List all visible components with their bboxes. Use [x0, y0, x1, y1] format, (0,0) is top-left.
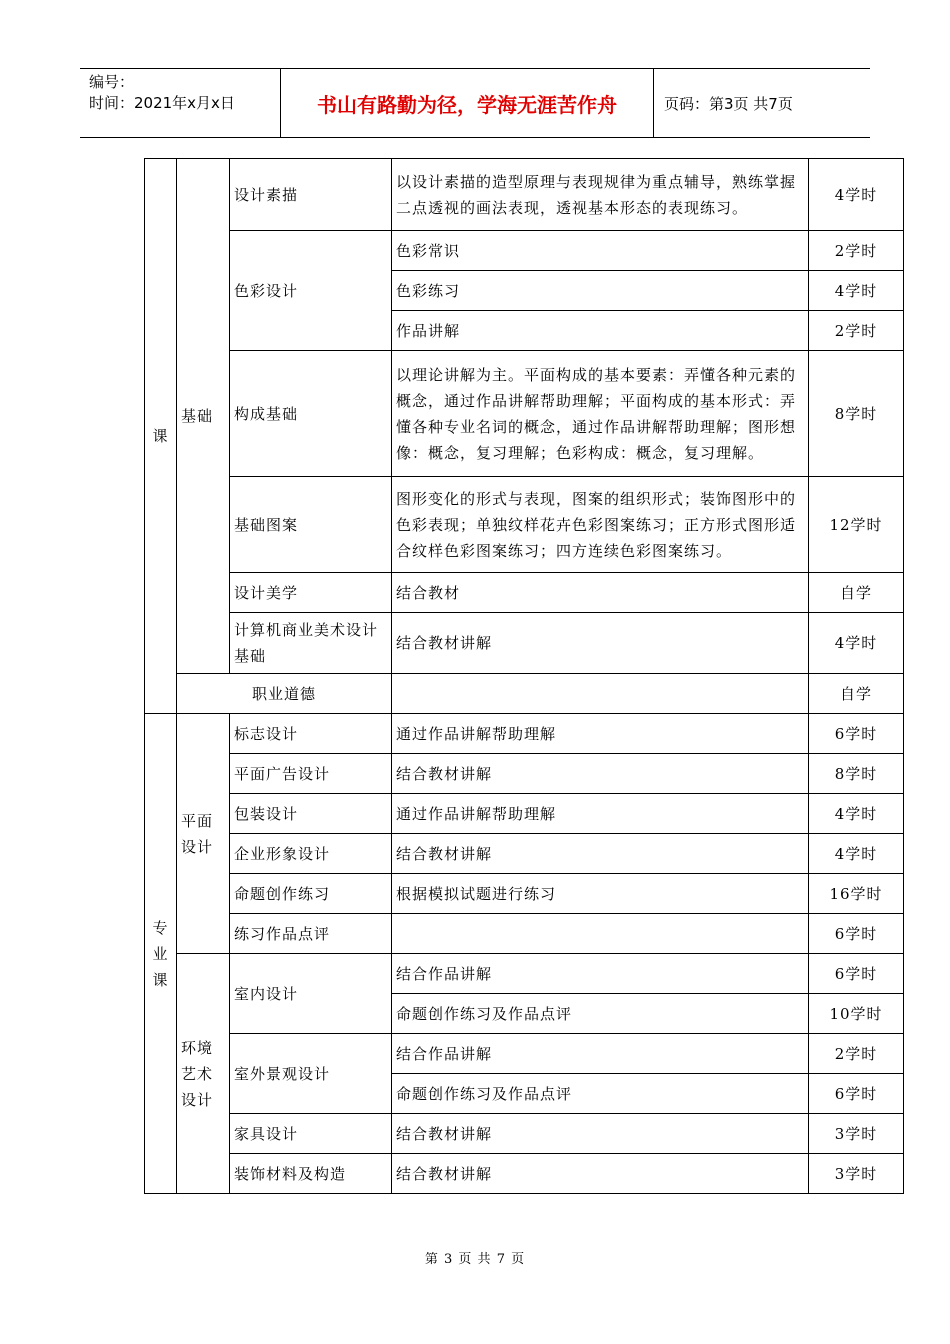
course-hours: 4学时 — [809, 613, 904, 674]
course-description — [392, 674, 809, 714]
course-name: 标志设计 — [230, 714, 392, 754]
course-hours: 8学时 — [809, 754, 904, 794]
table-row — [145, 794, 904, 834]
course-description: 作品讲解 — [392, 311, 809, 351]
header-motto: 书山有路勤为径，学海无涯苦作舟 — [281, 69, 654, 137]
page-header — [80, 68, 870, 138]
course-description: 结合作品讲解 — [392, 1034, 809, 1074]
course-description: 图形变化的形式与表现，图案的组织形式；装饰图形中的色彩表现；单独纹样花卉色彩图案练习；正方形式图形适合纹样色彩图案练习；四方连续色彩图案练习。 — [392, 477, 809, 573]
document-time-label: 时间：2021年x月x日 — [89, 94, 235, 112]
course-name: 包装设计 — [230, 794, 392, 834]
table-row — [145, 1114, 904, 1154]
course-description: 结合教材讲解 — [392, 1154, 809, 1194]
course-schedule-table — [144, 158, 904, 1194]
table-row — [145, 477, 904, 573]
course-description: 结合教材讲解 — [392, 613, 809, 674]
table-row — [145, 1034, 904, 1074]
course-name: 练习作品点评 — [230, 914, 392, 954]
course-description: 根据模拟试题进行练习 — [392, 874, 809, 914]
course-name: 家具设计 — [230, 1114, 392, 1154]
table-row — [145, 914, 904, 954]
course-name: 色彩设计 — [230, 231, 392, 351]
table-row — [145, 834, 904, 874]
table-row — [145, 231, 904, 271]
course-name: 构成基础 — [230, 351, 392, 477]
course-hours: 6学时 — [809, 954, 904, 994]
course-description: 结合作品讲解 — [392, 954, 809, 994]
table-row — [145, 351, 904, 477]
document-number-label: 编号： — [89, 73, 135, 91]
course-description: 结合教材 — [392, 573, 809, 613]
course-hours: 2学时 — [809, 231, 904, 271]
course-name: 设计美学 — [230, 573, 392, 613]
course-hours: 自学 — [809, 674, 904, 714]
table-row — [145, 874, 904, 914]
course-description: 命题创作练习及作品点评 — [392, 1074, 809, 1114]
table-row — [145, 159, 904, 231]
course-hours: 6学时 — [809, 914, 904, 954]
course-hours: 4学时 — [809, 271, 904, 311]
course-description: 结合教材讲解 — [392, 1114, 809, 1154]
course-hours: 10学时 — [809, 994, 904, 1034]
course-name: 企业形象设计 — [230, 834, 392, 874]
course-name: 室外景观设计 — [230, 1034, 392, 1114]
group-graphic-cell: 平面设计 — [177, 714, 230, 954]
header-page-label: 页码：第3页 共7页 — [664, 94, 793, 113]
section-basic-cell: 课 — [145, 159, 177, 714]
table-row — [145, 613, 904, 674]
course-hours: 3学时 — [809, 1154, 904, 1194]
course-hours: 16学时 — [809, 874, 904, 914]
course-hours: 4学时 — [809, 834, 904, 874]
course-hours: 4学时 — [809, 159, 904, 231]
course-hours: 3学时 — [809, 1114, 904, 1154]
course-name: 装饰材料及构造 — [230, 1154, 392, 1194]
course-description: 色彩常识 — [392, 231, 809, 271]
course-hours: 8学时 — [809, 351, 904, 477]
table-row — [145, 954, 904, 994]
table-row — [145, 714, 904, 754]
table-row — [145, 573, 904, 613]
table-row — [145, 754, 904, 794]
course-hours: 12学时 — [809, 477, 904, 573]
course-description: 结合教材讲解 — [392, 754, 809, 794]
course-description: 以理论讲解为主。平面构成的基本要素：弄懂各种元素的概念，通过作品讲解帮助理解；平面构成的基本形式：弄懂各种专业名词的概念，通过作品讲解帮助理解；图形想像：概念，复习理解；色彩构成：概念，复习理解。 — [392, 351, 809, 477]
header-meta — [80, 69, 281, 137]
table-row — [145, 674, 904, 714]
course-description: 通过作品讲解帮助理解 — [392, 714, 809, 754]
course-hours: 2学时 — [809, 311, 904, 351]
course-name: 计算机商业美术设计基础 — [230, 613, 392, 674]
table-row — [145, 1154, 904, 1194]
course-description: 结合教材讲解 — [392, 834, 809, 874]
course-name: 室内设计 — [230, 954, 392, 1034]
course-hours: 6学时 — [809, 714, 904, 754]
page-footer: 第 3 页 共 7 页 — [424, 1252, 526, 1267]
group-env-cell: 环境艺术设计 — [177, 954, 230, 1194]
course-description: 命题创作练习及作品点评 — [392, 994, 809, 1034]
course-name: 命题创作练习 — [230, 874, 392, 914]
course-description: 通过作品讲解帮助理解 — [392, 794, 809, 834]
section-major-cell: 专业课 — [145, 714, 177, 1194]
course-name: 平面广告设计 — [230, 754, 392, 794]
course-hours: 6学时 — [809, 1074, 904, 1114]
course-hours: 2学时 — [809, 1034, 904, 1074]
course-name: 设计素描 — [230, 159, 392, 231]
course-name: 基础图案 — [230, 477, 392, 573]
course-description: 以设计素描的造型原理与表现规律为重点辅导，熟练掌握二点透视的画法表现，透视基本形态的表现练习。 — [392, 159, 809, 231]
course-description — [392, 914, 809, 954]
course-hours: 4学时 — [809, 794, 904, 834]
course-description: 色彩练习 — [392, 271, 809, 311]
group-basic-cell: 基础 — [177, 159, 230, 674]
course-name: 职业道德 — [177, 674, 392, 714]
course-hours: 自学 — [809, 573, 904, 613]
